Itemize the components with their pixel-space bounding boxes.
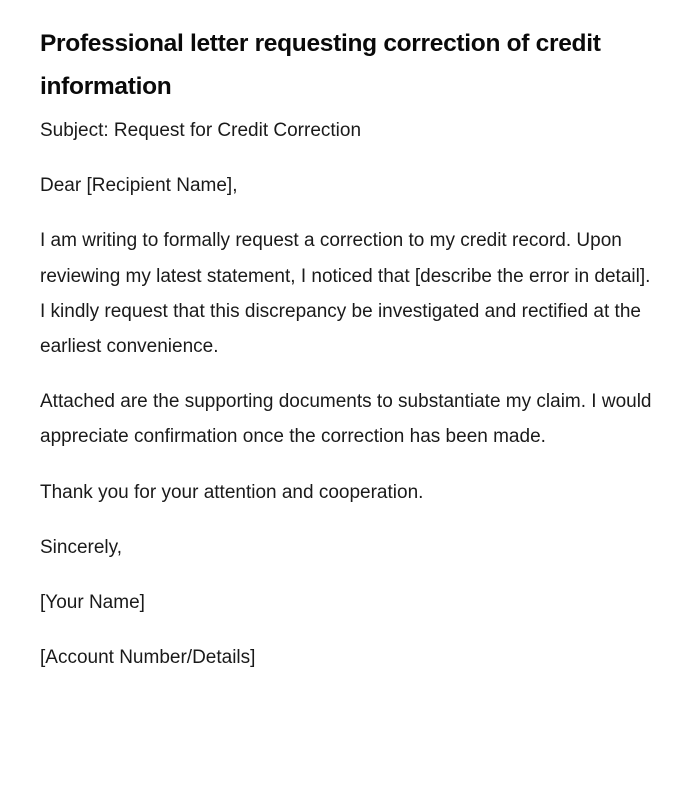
salutation: Dear [Recipient Name], <box>40 175 238 197</box>
closing: Sincerely, <box>40 536 123 558</box>
body-paragraph-request: I am writing to formally request a correction to my credit record. Upon reviewing my latest statement, I noticed that [describe the error in detail]. I kindly request that this discrepancy be investigated and rectified at the earliest convenience. <box>40 230 651 358</box>
signature-name: [Your Name] <box>40 592 145 614</box>
account-details: [Account Number/Details] <box>40 647 256 669</box>
body-paragraph-attachments: Attached are the supporting documents to substantiate my claim. I would appreciate confirmation once the correction has been made. <box>40 391 652 448</box>
document-title: Professional letter requesting correction of credit information <box>40 30 601 100</box>
subject-line: Subject: Request for Credit Correction <box>40 120 362 141</box>
thanks-line: Thank you for your attention and cooperation. <box>40 481 424 503</box>
